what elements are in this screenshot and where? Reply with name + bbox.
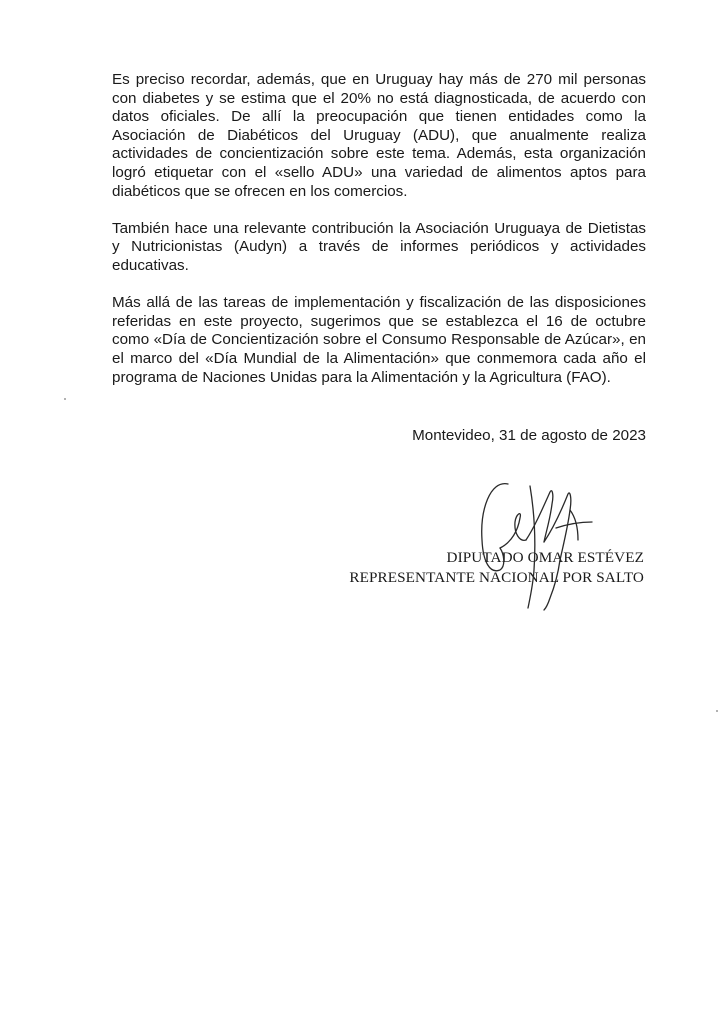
handwritten-signature (460, 470, 610, 620)
scan-speck (64, 398, 66, 400)
signatory-title: REPRESENTANTE NACIONAL POR SALTO (349, 569, 644, 586)
signatory-name: DIPUTADO OMAR ESTÉVEZ (446, 549, 644, 566)
body-text (112, 71, 646, 387)
paragraph-audyn: También hace una relevante contribución la Asociación Uruguaya de Dietistas y Nutricionistas (Audyn) a través de informes periódicos y actividades educativas. (112, 219, 646, 274)
scan-speck (716, 710, 718, 712)
date-line: Montevideo, 31 de agosto de 2023 (412, 427, 646, 444)
paragraph-proposal: Más allá de las tareas de implementación y fiscalización de las disposiciones referidas en este proyecto, sugerimos que se establezca el 16 de octubre como «Día de Concientización sobre el Consumo Responsable de Azúcar», en el marco del «Día Mundial de la Alimentación» que conmemora cada año el programa de Naciones Unidas para la Alimentación y la Agricultura (FAO). (112, 294, 646, 386)
paragraph-diabetes-stats: Es preciso recordar, además, que en Uruguay hay más de 270 mil personas con diabetes y se estima que el 20% no está diagnosticada, de acuerdo con datos oficiales. De allí la preocupación que tienen entidades como la Asociación de Diabéticos del Uruguay (ADU), que anualmente realiza actividades de concientización sobre este tema. Además, esta organización logró etiquetar con el «sello ADU» una variedad de alimentos aptos para diabéticos que se ofrecen en los comercios. (112, 71, 646, 200)
signature-block (300, 548, 644, 588)
